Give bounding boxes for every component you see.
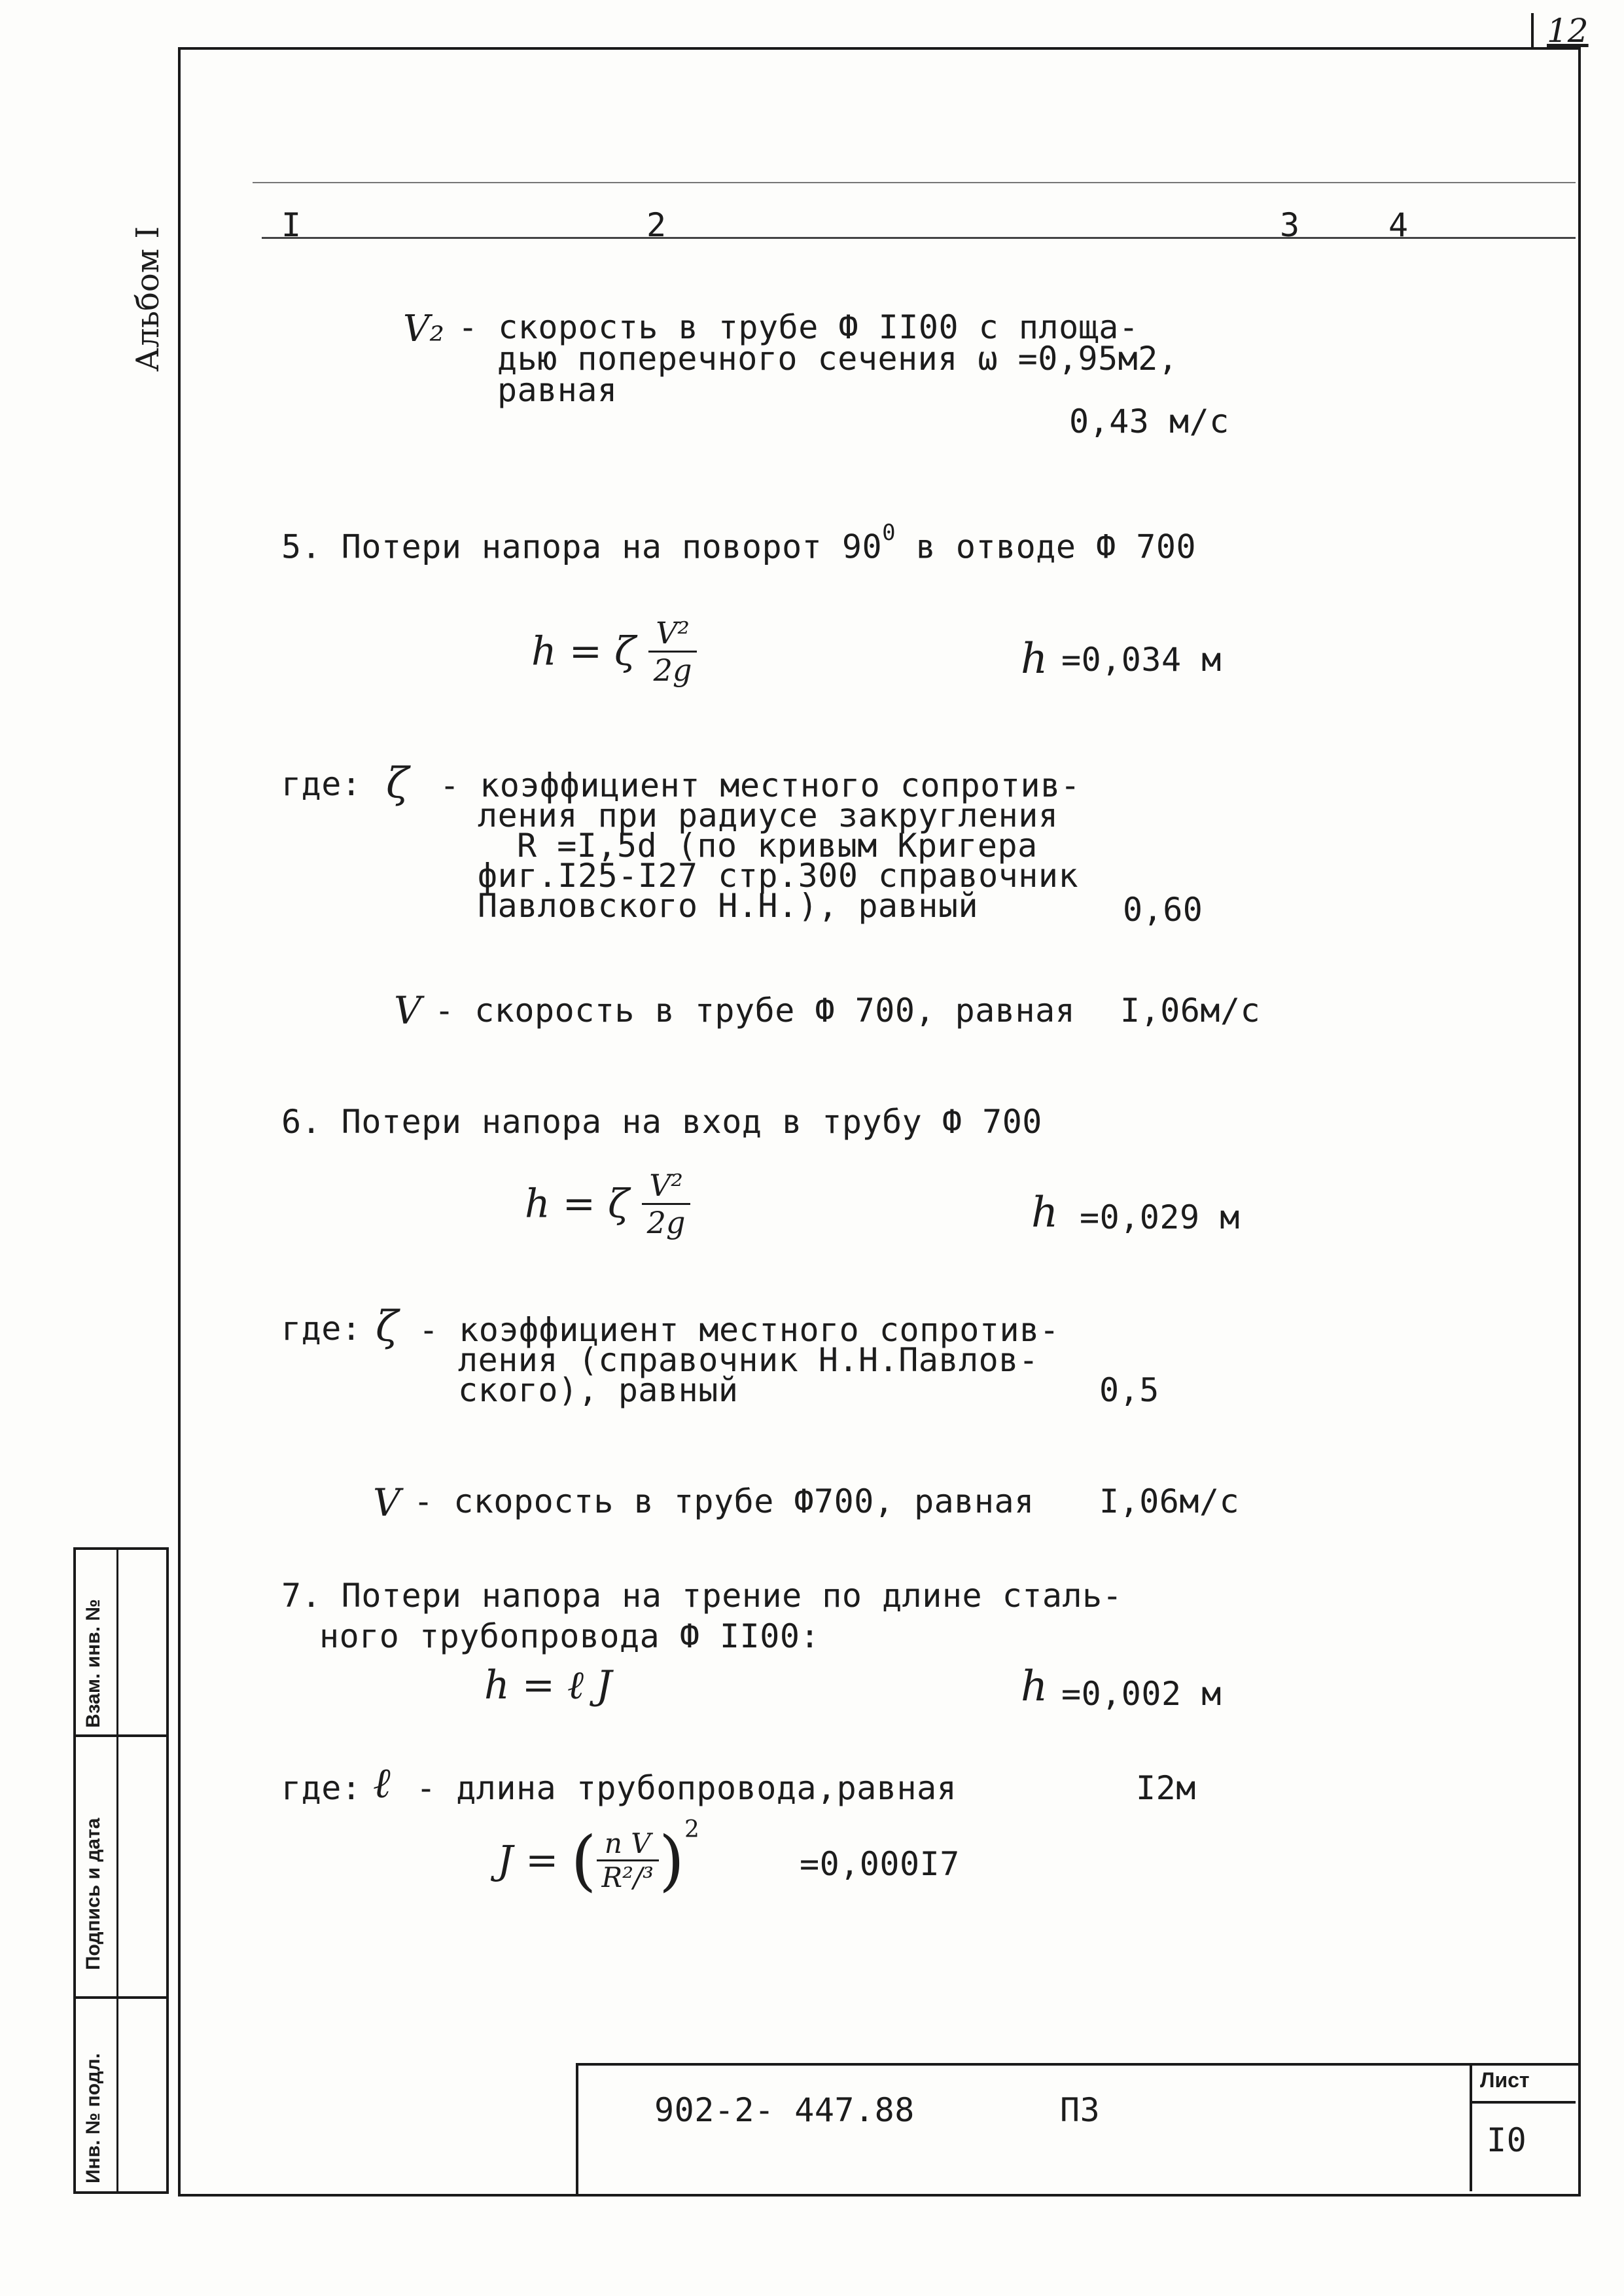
item7-where-symbol: ℓ bbox=[373, 1759, 391, 1808]
item6-v-symbol: V bbox=[373, 1480, 400, 1525]
item7-j-formula: J = ( $\frac{\text{n V}}{\text{R²/³}}$ )$^2$ bbox=[497, 1816, 699, 1899]
corner-page-number: 12 bbox=[1547, 12, 1589, 50]
item5-where-line-1: - коэффициент местного сопротив- bbox=[440, 766, 1081, 804]
side-stamp-divider-v bbox=[116, 1547, 118, 2191]
item5-where-symbol: ζ bbox=[386, 759, 409, 808]
item6-where-value: 0,5 bbox=[1099, 1371, 1159, 1409]
item5-result-symbol: h bbox=[1021, 635, 1048, 683]
v2-line-2: дью поперечного сечения ω =0,95м2, bbox=[497, 340, 1178, 378]
doc-section: ПЗ bbox=[1060, 2091, 1101, 2129]
item5-result-value: =0,034 м bbox=[1061, 641, 1222, 679]
column-rule-bottom bbox=[262, 237, 1576, 239]
column-3: 3 bbox=[1280, 206, 1300, 244]
side-stamp-vzam-inv: Взам. инв. № bbox=[82, 1599, 104, 1728]
title-block-sheet-divider-v bbox=[1470, 2063, 1472, 2191]
item7-formula: h = ℓ J bbox=[484, 1662, 612, 1708]
item6-where-line-1: - коэффициент местного сопротив- bbox=[419, 1311, 1060, 1349]
sheet-number: I0 bbox=[1487, 2121, 1527, 2159]
item7-result-value: =0,002 м bbox=[1061, 1675, 1222, 1713]
column-2: 2 bbox=[646, 206, 667, 244]
side-stamp-inv-podl: Инв. № подл. bbox=[82, 2053, 104, 2183]
item6-where-line-3: ского), равный bbox=[458, 1371, 739, 1409]
item5-where-value: 0,60 bbox=[1123, 891, 1203, 929]
item7-where-text: - длина трубопровода,равная bbox=[416, 1769, 957, 1807]
column-rule-top bbox=[253, 182, 1576, 183]
item6-title: 6. Потери напора на вход в трубу Ф 700 bbox=[281, 1103, 1042, 1141]
item5-v-text: - скорость в трубе Ф 700, равная bbox=[434, 992, 1076, 1030]
item5-formula: h = ζ $\frac{\text{V²}}{2g}$ bbox=[531, 615, 697, 688]
item5-where-line-4: фиг.I25-I27 стр.300 справочник bbox=[478, 857, 1079, 895]
item6-v-value: I,06м/с bbox=[1099, 1482, 1240, 1520]
title-block bbox=[576, 2063, 1581, 2197]
side-stamp-signature-date: Подпись и дата bbox=[82, 1818, 104, 1970]
column-4: 4 bbox=[1388, 206, 1409, 244]
item6-where-label: где: bbox=[281, 1310, 362, 1348]
v2-value: 0,43 м/с bbox=[1069, 403, 1229, 440]
item5-where-label: где: bbox=[281, 765, 362, 803]
item5-where-line-5: Павловского Н.Н.), равный bbox=[478, 887, 979, 925]
column-1: I bbox=[281, 206, 302, 244]
v2-line-1: - скорость в трубе Ф II00 с площа- bbox=[458, 308, 1139, 346]
item6-result-value: =0,029 м bbox=[1080, 1198, 1240, 1236]
v2-symbol: V₂ bbox=[403, 308, 444, 350]
v2-line-3: равная bbox=[497, 371, 618, 409]
item5-v-value: I,06м/с bbox=[1120, 992, 1261, 1030]
item7-title-line-1: 7. Потери напора на трение по длине сталь- bbox=[281, 1577, 1123, 1615]
item6-result-symbol: h bbox=[1031, 1189, 1059, 1237]
side-stamp-divider-2 bbox=[73, 1996, 166, 1999]
side-stamp-divider-1 bbox=[73, 1734, 166, 1737]
item6-where-symbol: ζ bbox=[376, 1302, 398, 1351]
item7-where-value: I2м bbox=[1136, 1769, 1196, 1807]
item6-where-line-2: ления (справочник Н.Н.Павлов- bbox=[458, 1341, 1039, 1379]
item6-v-text: - скорость в трубе Ф700, равная bbox=[414, 1482, 1034, 1520]
corner-tick bbox=[1531, 13, 1534, 47]
item7-title-line-2: ного трубопровода Ф II00: bbox=[319, 1617, 821, 1655]
item7-result-symbol: h bbox=[1021, 1662, 1048, 1711]
item5-where-line-2: ления при радиусе закругления bbox=[478, 797, 1059, 834]
item7-j-value: =0,000I7 bbox=[800, 1845, 960, 1883]
item5-v-symbol: V bbox=[394, 988, 421, 1033]
doc-code: 902-2- 447.88 bbox=[654, 2091, 915, 2129]
item5-title: 5. Потери напора на поворот $90^0$ в отводе Ф 700 bbox=[281, 520, 1197, 566]
album-label: Альбом I bbox=[130, 226, 166, 372]
item5-where-line-3: R =I,5d (по кривым Кригера bbox=[517, 827, 1038, 865]
item7-where-label: где: bbox=[281, 1769, 362, 1807]
title-block-sheet-divider-h bbox=[1470, 2101, 1576, 2104]
sheet-label: Лист bbox=[1480, 2068, 1530, 2092]
item6-formula: h = ζ $\frac{\text{V²}}{2g}$ bbox=[525, 1168, 690, 1240]
